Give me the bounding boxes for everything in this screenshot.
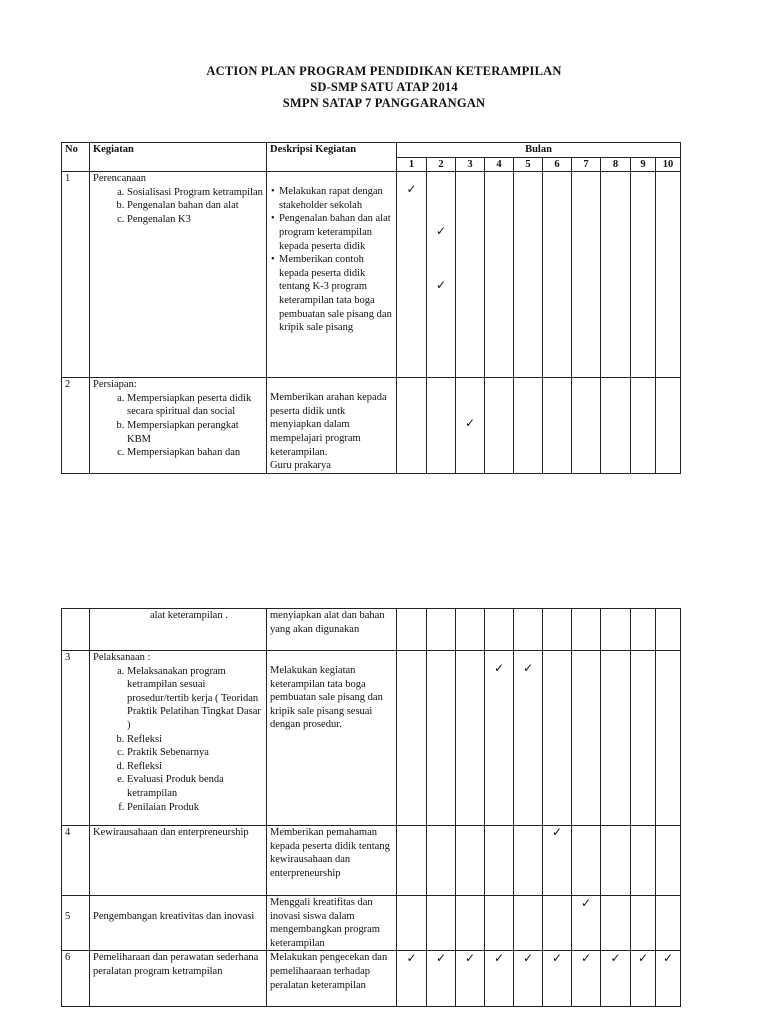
month-cell — [543, 378, 572, 474]
activity-cell: Pengembangan kreativitas dan inovasi — [90, 896, 267, 951]
month-cell — [543, 951, 572, 1007]
month-header: 1 — [397, 157, 427, 172]
month-cell — [601, 896, 631, 951]
month-cell — [456, 826, 485, 896]
month-cell — [572, 172, 601, 378]
month-cell — [656, 826, 681, 896]
activity-item: a. Melaksanakan program ketrampilan sesuai prosedur/tertib kerja ( Teoridan Praktik Pelatihan Tingkat Dasar ) — [127, 665, 263, 733]
month-cell — [631, 378, 656, 474]
month-header: 4 — [485, 157, 514, 172]
col-header-deskripsi: Deskripsi Kegiatan — [267, 143, 397, 172]
activity-item: c. Mempersiapkan bahan dan — [127, 446, 263, 460]
month-header: 10 — [656, 157, 681, 172]
month-cell — [601, 609, 631, 651]
activity-cell: Kewirausahaan dan enterpreneurship — [90, 826, 267, 896]
month-cell — [397, 651, 427, 826]
month-cell — [631, 826, 656, 896]
check-mark-icon: ✓ — [580, 896, 592, 910]
month-cell — [656, 172, 681, 378]
month-cell — [572, 651, 601, 826]
month-cell — [427, 951, 456, 1007]
activity-item: e. Evaluasi Produk benda ketrampilan — [127, 773, 263, 800]
check-mark-icon: ✓ — [464, 951, 476, 966]
month-cell — [485, 378, 514, 474]
table-header-row — [62, 143, 681, 158]
description-cell: Memberikan pemahaman kepada peserta didik tentang kewirausahaan dan enterpreneurship — [267, 826, 397, 896]
month-cell — [514, 826, 543, 896]
check-mark-icon: ✓ — [493, 951, 505, 966]
check-mark-icon: ✓ — [435, 951, 447, 966]
month-cell — [656, 951, 681, 1007]
month-cell — [456, 609, 485, 651]
activity-cell — [90, 378, 267, 474]
month-cell — [456, 951, 485, 1007]
check-mark-icon: ✓ — [464, 416, 476, 431]
description-item: • Pengenalan bahan dan alat program keterampilan kepada peserta didik — [279, 212, 393, 253]
month-cell — [427, 826, 456, 896]
month-cell — [397, 609, 427, 651]
check-mark-icon: ✓ — [406, 182, 417, 197]
check-mark-icon: ✓ — [551, 951, 563, 966]
activity-continuation: alat keterampilan . — [90, 609, 267, 651]
row-number: 4 — [62, 826, 90, 896]
description-cell: Melakukan pengecekan dan pemelihaaraan terhadap peralatan keterampilan — [267, 951, 397, 1007]
month-cell — [397, 896, 427, 951]
month-cell — [485, 826, 514, 896]
month-cell — [543, 651, 572, 826]
month-cell — [427, 172, 456, 378]
month-cell — [656, 651, 681, 826]
check-mark-icon: ✓ — [435, 224, 447, 239]
month-header: 8 — [601, 157, 631, 172]
description-cell: Melakukan kegiatan keterampilan tata boga pembuatan sale pisang dan kripik sale pisang sesuai dengan prosedur. — [267, 651, 397, 826]
month-cell — [631, 896, 656, 951]
month-cell — [514, 896, 543, 951]
month-cell — [397, 378, 427, 474]
description-cell: Menggali kreatifitas dan inovasi siswa dalam mengembangkan program keterampilan — [267, 896, 397, 951]
col-header-kegiatan: Kegiatan — [90, 143, 267, 172]
activity-title: Perencanaan — [93, 173, 147, 185]
month-header: 5 — [514, 157, 543, 172]
description-item: • Memberikan contoh kepada peserta didik tentang K-3 program keterampilan tata boga pembuatan sale pisang dan kripik sale pisang — [279, 253, 393, 335]
month-cell — [572, 826, 601, 896]
month-cell — [572, 378, 601, 474]
month-cell — [514, 951, 543, 1007]
activity-title: Pelaksanaan : — [93, 652, 151, 663]
month-cell — [514, 651, 543, 826]
activity-item: c. Pengenalan K3 — [127, 213, 263, 227]
document-subtitle: SD-SMP SATU ATAP 2014 — [310, 80, 458, 94]
month-header: 3 — [456, 157, 485, 172]
month-cell — [485, 172, 514, 378]
month-cell — [601, 651, 631, 826]
activity-item: b. Refleksi — [127, 733, 263, 747]
description-cell — [267, 172, 397, 378]
row-number: 5 — [62, 896, 90, 951]
month-cell — [397, 826, 427, 896]
month-header: 6 — [543, 157, 572, 172]
row-number: 3 — [62, 651, 90, 826]
row-number: 6 — [62, 951, 90, 1007]
month-cell — [601, 826, 631, 896]
table-row — [62, 826, 681, 896]
month-cell — [601, 172, 631, 378]
month-cell — [631, 172, 656, 378]
description-cell — [267, 378, 397, 474]
description-item: • Melakukan rapat dengan stakeholder sekolah — [279, 185, 393, 212]
month-cell — [601, 378, 631, 474]
month-cell — [543, 826, 572, 896]
month-cell — [397, 172, 427, 378]
month-cell — [456, 172, 485, 378]
month-cell — [397, 951, 427, 1007]
check-mark-icon: ✓ — [662, 951, 674, 966]
row-number: 2 — [62, 378, 90, 474]
month-cell — [543, 172, 572, 378]
month-cell — [485, 609, 514, 651]
table-row — [62, 172, 681, 378]
activity-item: b. Mempersiapkan perangkat KBM — [127, 419, 263, 446]
month-cell — [427, 896, 456, 951]
month-cell — [456, 896, 485, 951]
table-row — [62, 951, 681, 1007]
activity-cell: Pemeliharaan dan perawatan sederhana peralatan program ketrampilan — [90, 951, 267, 1007]
check-mark-icon: ✓ — [522, 951, 534, 966]
month-cell — [601, 951, 631, 1007]
month-cell — [514, 609, 543, 651]
month-cell — [656, 609, 681, 651]
month-cell — [631, 609, 656, 651]
month-cell — [427, 651, 456, 826]
action-plan-table-part2 — [61, 608, 681, 1007]
month-cell — [514, 378, 543, 474]
month-header: 9 — [631, 157, 656, 172]
month-cell — [656, 378, 681, 474]
month-header: 7 — [572, 157, 601, 172]
table-row — [62, 896, 681, 951]
month-cell — [456, 651, 485, 826]
check-mark-icon: ✓ — [610, 951, 621, 966]
activity-item: d. Refleksi — [127, 760, 263, 774]
description-continuation: menyiapkan alat dan bahan yang akan digunakan — [267, 609, 397, 651]
month-cell — [572, 609, 601, 651]
activity-item: b. Pengenalan bahan dan alat — [127, 199, 263, 213]
month-cell — [543, 609, 572, 651]
school-name: SMPN SATAP 7 PANGGARANGAN — [282, 96, 486, 110]
description-text: Memberikan arahan kepada peserta didik untk menyiapkan dalam mempelajari program keterampilan. — [270, 392, 387, 458]
check-mark-icon: ✓ — [435, 278, 447, 293]
month-cell — [656, 896, 681, 951]
action-plan-table-part1 — [61, 142, 681, 474]
activity-item: c. Praktik Sebenarnya — [127, 746, 263, 760]
activity-item: f. Penilaian Produk — [127, 801, 263, 815]
month-cell — [485, 896, 514, 951]
table-row — [62, 651, 681, 826]
row-number: 1 — [62, 172, 90, 378]
check-mark-icon: ✓ — [406, 951, 417, 966]
month-cell — [631, 951, 656, 1007]
month-cell — [485, 651, 514, 826]
month-cell — [485, 951, 514, 1007]
month-cell — [572, 951, 601, 1007]
activity-item: a. Mempersiapkan peserta didik secara spiritual dan social — [127, 392, 263, 419]
document-title: ACTION PLAN PROGRAM PENDIDIKAN KETERAMPILAN — [206, 64, 562, 78]
table-row — [62, 378, 681, 474]
col-header-no: No — [62, 143, 90, 172]
check-mark-icon: ✓ — [522, 661, 534, 675]
month-cell — [543, 896, 572, 951]
description-text: Guru prakarya — [270, 460, 331, 472]
activity-title: Persiapan: — [93, 379, 137, 391]
month-cell — [456, 378, 485, 474]
month-cell — [572, 896, 601, 951]
month-cell — [427, 378, 456, 474]
month-header: 2 — [427, 157, 456, 172]
table-row — [62, 609, 681, 651]
month-cell — [514, 172, 543, 378]
activity-item: a. Sosialisasi Program ketrampilan — [127, 186, 263, 200]
month-cell — [427, 609, 456, 651]
check-mark-icon: ✓ — [493, 661, 505, 675]
check-mark-icon: ✓ — [637, 951, 649, 966]
col-header-bulan: Bulan — [397, 143, 681, 158]
activity-cell — [90, 172, 267, 378]
month-cell — [631, 651, 656, 826]
check-mark-icon: ✓ — [551, 825, 563, 839]
activity-cell — [90, 651, 267, 826]
check-mark-icon: ✓ — [580, 951, 592, 966]
